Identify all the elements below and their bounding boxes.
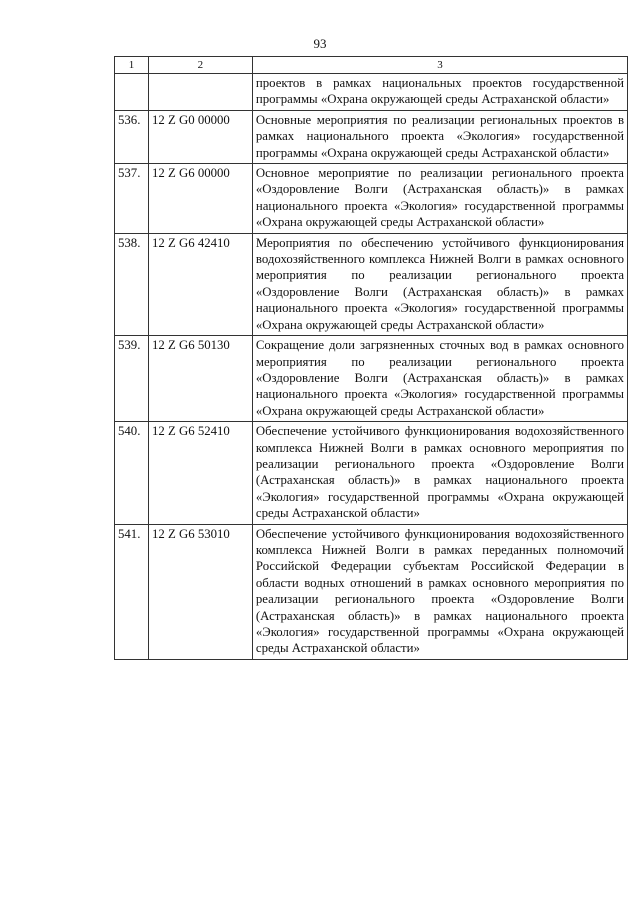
expense-description: Основные мероприятия по реализации региональных проектов в рамках национального проекта «Экология» государственной программы «Охрана окружающей среды Астраханской области» [252, 110, 627, 163]
budget-classification-table [114, 56, 628, 660]
column-header: 1 [115, 57, 149, 74]
classification-code: 12 Z G6 52410 [148, 422, 252, 524]
page-number: 93 [313, 36, 327, 51]
column-header: 3 [252, 57, 627, 74]
table-row [115, 164, 628, 234]
table-row [115, 336, 628, 422]
table-row [115, 422, 628, 524]
row-number [115, 74, 149, 111]
classification-code: 12 Z G6 53010 [148, 524, 252, 659]
table-row [115, 110, 628, 163]
row-number: 539. [115, 336, 149, 422]
expense-description: Сокращение доли загрязненных сточных вод в рамках основного мероприятия по реализации регионального проекта «Оздоровление Волги (Астраханская область)» в рамках национального проекта «Экология» государственной программы «Охрана окружающей среды Астраханской области» [252, 336, 627, 422]
table-header-row [115, 57, 628, 74]
classification-code: 12 Z G6 00000 [148, 164, 252, 234]
row-number: 540. [115, 422, 149, 524]
table-row [115, 524, 628, 659]
expense-description: Обеспечение устойчивого функционирования водохозяйственного комплекса Нижней Волги в рамках переданных полномочий Российской Федерации субъектам Российской Федерации в области водных отношений в рамках основного мероприятия по реализации регионального проекта «Оздоровление Волги (Астраханская область)» в рамках национального проекта «Экология» государственной программы «Охрана окружающей среды Астраханской области» [252, 524, 627, 659]
classification-code: 12 Z G6 42410 [148, 233, 252, 335]
classification-code [148, 74, 252, 111]
row-number: 537. [115, 164, 149, 234]
column-header: 2 [148, 57, 252, 74]
classification-code: 12 Z G0 00000 [148, 110, 252, 163]
expense-description: проектов в рамках национальных проектов государственной программы «Охрана окружающей среды Астраханской области» [252, 74, 627, 111]
expense-description: Основное мероприятие по реализации регионального проекта «Оздоровление Волги (Астраханская область)» в рамках национального проекта «Экология» государственной программы «Охрана окружающей среды Астраханской области» [252, 164, 627, 234]
table-row [115, 233, 628, 335]
row-number: 541. [115, 524, 149, 659]
expense-description: Мероприятия по обеспечению устойчивого функционирования водохозяйственного комплекса Нижней Волги в рамках основного мероприятия по реализации регионального проекта «Оздоровление Волги (Астраханская область)» в рамках национального проекта «Экология» государственной программы «Охрана окружающей среды Астраханской области» [252, 233, 627, 335]
row-number: 536. [115, 110, 149, 163]
row-number: 538. [115, 233, 149, 335]
expense-description: Обеспечение устойчивого функционирования водохозяйственного комплекса Нижней Волги в рамках основного мероприятия по реализации регионального проекта «Оздоровление Волги (Астраханская область)» в рамках национального проекта «Экология» государственной программы «Охрана окружающей среды Астраханской области» [252, 422, 627, 524]
table-row [115, 74, 628, 111]
classification-code: 12 Z G6 50130 [148, 336, 252, 422]
